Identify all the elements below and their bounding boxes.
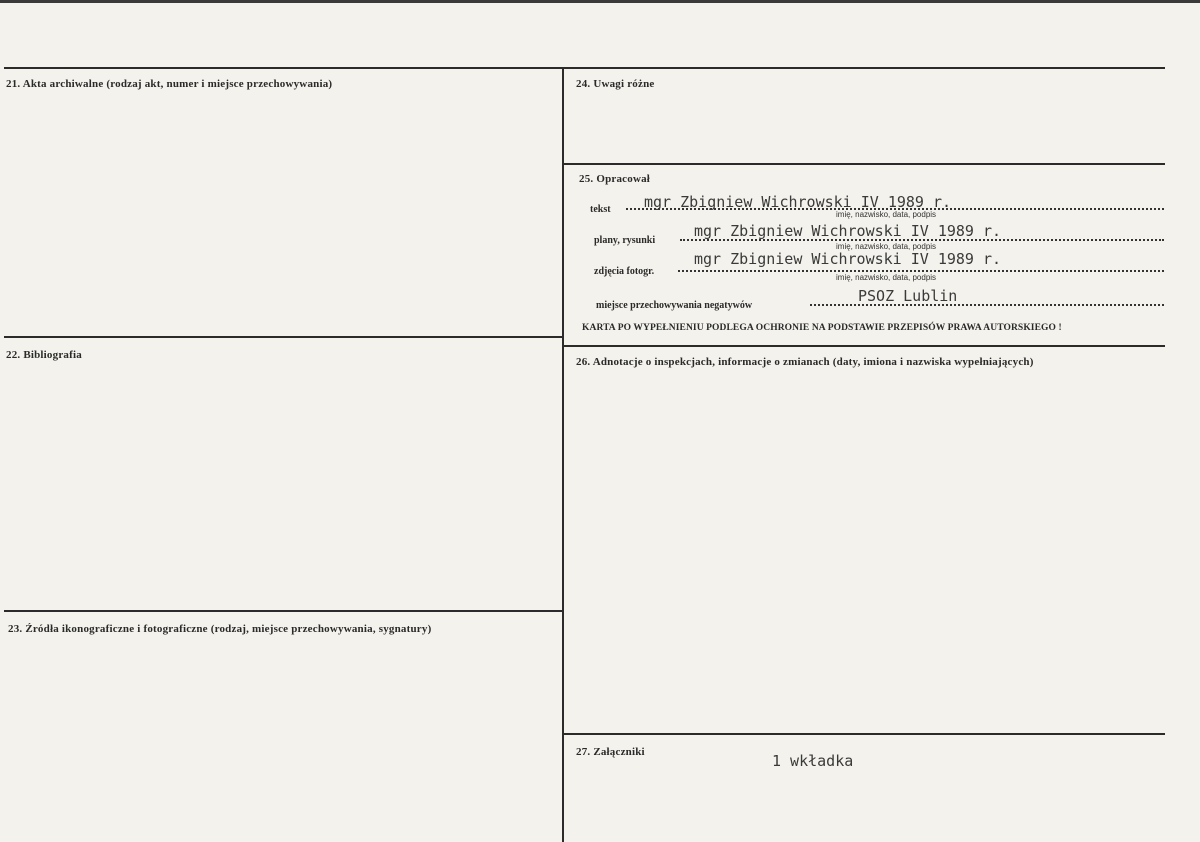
section-26-title: Adnotacje o inspekcjach, informacje o zmianach — [592, 356, 830, 368]
caption-plany: imię, nazwisko, data, podpis — [836, 242, 937, 251]
section-23-note: (rodzaj, miejsce przechowywania, sygnatury) — [210, 623, 432, 635]
rule-26-27 — [563, 733, 1165, 735]
section-26-number: 26. — [576, 356, 591, 368]
section-24-title: Uwagi różne — [593, 78, 655, 90]
value-plany: mgr Zbigniew Wichrowski IV 1989 r. — [694, 222, 1002, 240]
section-24-number: 24. — [576, 78, 591, 90]
section-21-title: Akta archiwalne — [22, 78, 104, 90]
attachments-value: 1 wkładka — [772, 752, 854, 770]
center-divider — [562, 67, 564, 842]
section-27-title: Załączniki — [593, 746, 645, 758]
rule-22-23 — [4, 610, 563, 612]
section-25-heading — [579, 173, 650, 185]
field-label-tekst: tekst — [590, 204, 611, 215]
section-25-title: Opracował — [596, 173, 651, 185]
caption-tekst: imię, nazwisko, data, podpis — [836, 210, 937, 219]
value-tekst: mgr Zbigniew Wichrowski IV 1989 r. — [644, 193, 952, 211]
page-top-edge — [0, 0, 1200, 3]
section-23-number: 23. — [8, 623, 23, 635]
field-label-plany: plany, rysunki — [594, 235, 656, 246]
section-24-heading — [576, 78, 654, 90]
section-22-number: 22. — [6, 349, 21, 361]
caption-zdjecia: imię, nazwisko, data, podpis — [836, 273, 937, 282]
section-22-heading — [6, 349, 82, 361]
section-26-heading — [576, 356, 1034, 368]
rule-21-22 — [4, 336, 563, 338]
top-rule — [4, 67, 1165, 69]
fill-line-zdjecia — [678, 270, 1164, 272]
section-21-number: 21. — [6, 78, 21, 90]
rule-24-25 — [563, 163, 1165, 165]
section-27-number: 27. — [576, 746, 591, 758]
rule-25-26 — [563, 345, 1165, 347]
value-zdjecia: mgr Zbigniew Wichrowski IV 1989 r. — [694, 250, 1002, 268]
field-label-negatywy: miejsce przechowywania negatywów — [596, 300, 753, 311]
section-26-note: (daty, imiona i nazwiska wypełniających) — [832, 356, 1034, 368]
section-25-number: 25. — [579, 173, 594, 185]
copyright-warning: KARTA PO WYPEŁNIENIU PODLEGA OCHRONIE NA PODSTAWIE PRZEPISÓW PRAWA AUTORSKIEGO ! — [582, 323, 1062, 333]
section-21-note: (rodzaj akt, numer i miejsce przechowywania) — [106, 78, 333, 90]
section-23-heading — [8, 623, 431, 635]
field-label-zdjecia: zdjęcia fotogr. — [594, 266, 655, 277]
section-27-heading — [576, 746, 645, 758]
section-22-title: Bibliografia — [23, 349, 82, 361]
value-negatywy: PSOZ Lublin — [858, 287, 958, 305]
section-23-title: Źródła ikonograficzne i fotograficzne — [25, 623, 208, 635]
section-21-heading — [6, 78, 332, 90]
